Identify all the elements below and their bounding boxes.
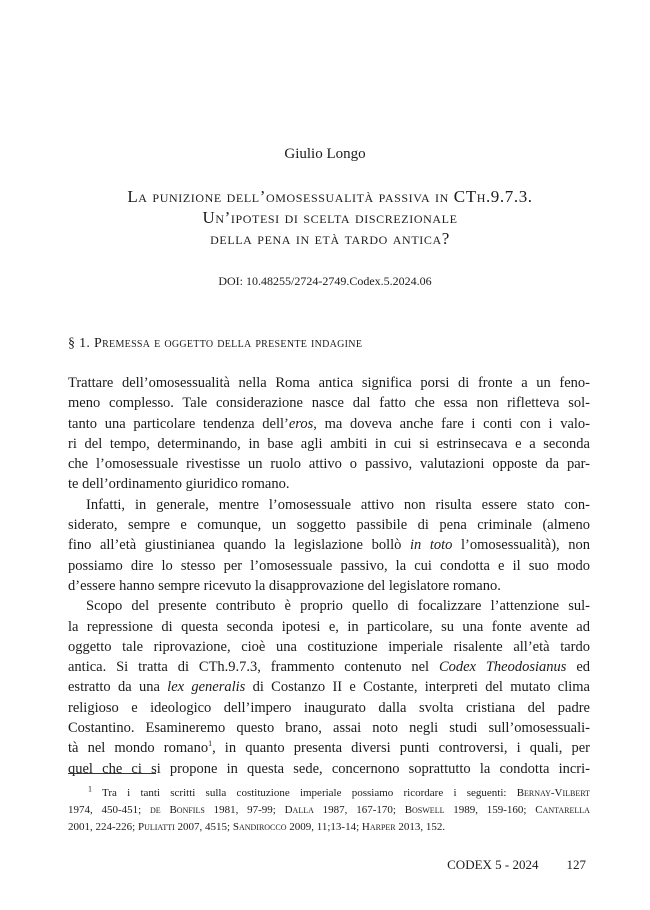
- footnote-separator: [68, 773, 156, 774]
- body-line: che l’omosessuale rivestisse un ruolo attivo o passivo, valutazioni opposte da par-: [68, 456, 590, 473]
- title-line-3: della pena in età tardo antica?: [210, 229, 450, 248]
- body-line: oggetto tale riprovazione, cioè una costituzione imperiale risalente all’età tardo: [68, 638, 590, 655]
- body-text: [68, 373, 590, 779]
- body-line: Trattare dell’omosessualità nella Roma antica significa porsi di fronte a un feno-: [68, 375, 590, 391]
- body-line: ri del tempo, determinando, in base agli ambiti in cui si estrinsecava e a seconda: [68, 435, 590, 452]
- footnote-line: $^1$ Tra i tanti scritti sulla costituzione imperiale possiamo ricordare i seguenti: Bernay-Vilbert: [88, 784, 590, 799]
- body-line: tà nel mondo romano$^1$, in quanto presenta diversi punti controversi, i quali, per: [68, 739, 590, 757]
- title-line-1: La punizione dell’omosessualità passiva in CTh.9.7.3.: [127, 187, 533, 206]
- footnote: [68, 785, 590, 836]
- body-line: tanto una particolare tendenza dell’eros, ma doveva anche fare i conti con i valo-: [68, 415, 590, 432]
- footnote-marker: 1: [88, 784, 92, 794]
- article-title: [70, 186, 590, 249]
- footnote-line: 2001, 224-226; Puliatti 2007, 4515; Sandirocco 2009, 11;13-14; Harper 2013, 152.: [68, 821, 446, 833]
- body-line: siderato, sempre e comunque, un soggetto passibile di pena criminale (almeno: [68, 517, 590, 534]
- body-line: meno complesso. Tale considerazione nasce dal fatto che essa non rifletteva sol-: [68, 395, 590, 412]
- page-footer: [447, 857, 586, 873]
- page-number: 127: [566, 857, 586, 872]
- title-line-2: Un’ipotesi di scelta discrezionale: [202, 208, 458, 227]
- body-line: religioso e ideologico dell’impero inaugurato dalla svolta cristiana del padre: [68, 699, 590, 716]
- body-line: fino all’età giustinianea quando la legislazione bollò in toto l’omosessualità), non: [68, 537, 590, 554]
- body-line: la repressione di questa seconda ipotesi e, in particolare, su una fonte avente ad: [68, 618, 590, 635]
- body-line: possiamo dire lo stesso per l’omosessuale passivo, la cui condotta e il suo modo: [68, 557, 590, 574]
- footnote-reference[interactable]: 1: [208, 739, 213, 749]
- body-line: d’essere hanno sempre ricevuto la disapprovazione del legislatore romano.: [68, 577, 501, 594]
- doi: DOI: 10.48255/2724-2749.Codex.5.2024.06: [218, 274, 432, 288]
- body-line: Infatti, in generale, mentre l’omosessuale attivo non risulta essere stato con-: [86, 496, 590, 513]
- section-heading: § 1. Premessa e oggetto della presente indagine: [68, 336, 363, 351]
- body-line: estratto da una lex generalis di Costanzo II e Costante, interpreti del mutato clima: [68, 679, 590, 696]
- body-line: antica. Si tratta di CTh.9.7.3, frammento contenuto nel Codex Theodosianus ed: [68, 659, 590, 676]
- body-line: quel che ci si propone in questa sede, concernono soprattutto la condotta incri-: [68, 760, 590, 777]
- journal-name: CODEX 5 - 2024: [447, 857, 539, 872]
- body-line: Scopo del presente contributo è proprio quello di focalizzare l’attenzione sul-: [86, 598, 590, 615]
- body-line: te dell’ordinamento giuridico romano.: [68, 476, 290, 493]
- author-name: Giulio Longo: [284, 146, 366, 162]
- body-line: Costantino. Esamineremo questo brano, assai noto negli studi sull’omosessuali-: [68, 720, 590, 737]
- footnote-line: 1974, 450-451; de Bonfils 1981, 97-99; Dalla 1987, 167-170; Boswell 1989, 159-160; Cantarella: [68, 804, 590, 816]
